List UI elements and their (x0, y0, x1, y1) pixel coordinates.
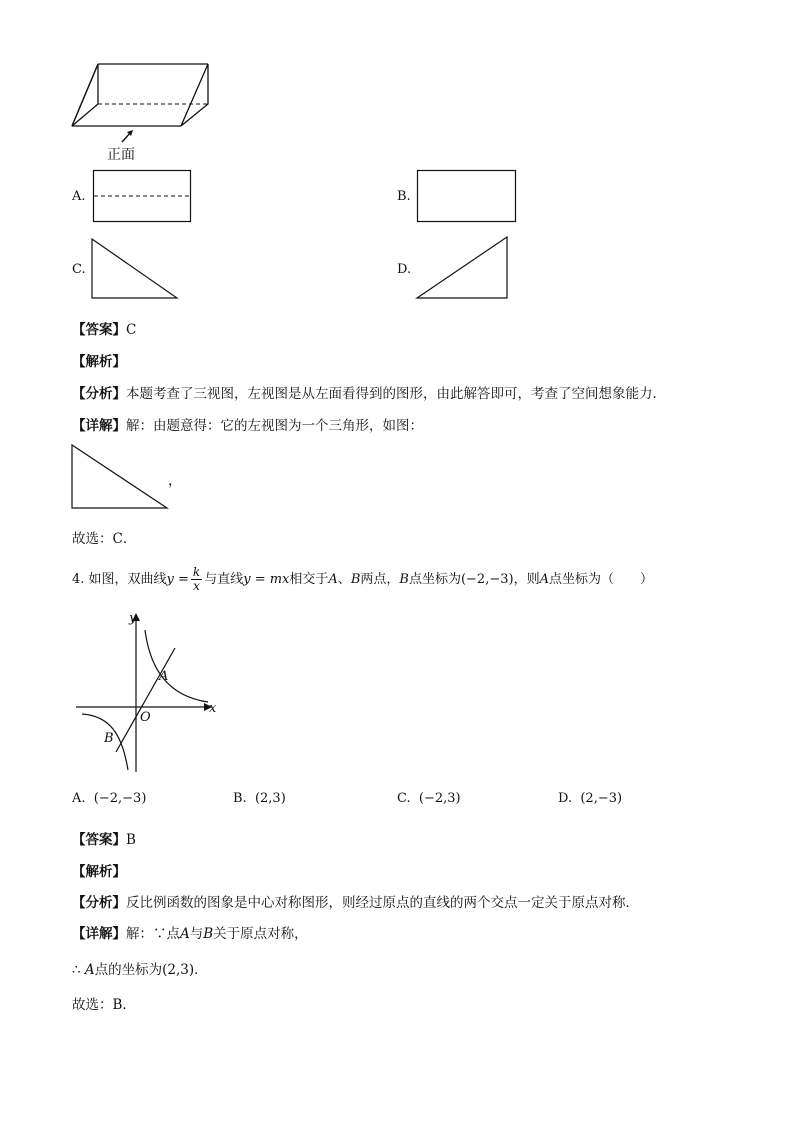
q3-option-a-figure (93, 170, 191, 222)
q4-option-b-label: B. (233, 791, 247, 806)
point-a-label: A (159, 669, 169, 684)
q4-detail-pre: 解： (126, 926, 153, 942)
q4-end-dot: ． (194, 962, 208, 978)
q4-analysis-line (72, 860, 126, 880)
q4-mid1: 与直线 (204, 572, 244, 587)
q4-therefore-line (72, 958, 208, 978)
q4-option-a-label: A. (72, 791, 86, 806)
q4-detail-a: A (180, 926, 190, 942)
q3-option-a-label: A. (72, 189, 86, 204)
q4-answer-tag: 【答案】 (72, 832, 126, 848)
q4-detail-mid2: 与 (189, 926, 204, 942)
q4-point-a: A (328, 572, 338, 587)
q4-eq1-lhs: y = (166, 572, 189, 587)
q4-therefore-a: A (84, 962, 95, 978)
q4-eq2: y = mx (243, 572, 290, 587)
q4-answer-value: B (126, 832, 136, 848)
prism-figure (66, 58, 216, 138)
q3-fenxi-tag: 【分析】 (72, 386, 126, 402)
q4-point-a2: A (539, 572, 549, 587)
hyperbola-branch-1 (145, 630, 208, 702)
q4-option-a-value: (−2,−3) (93, 791, 147, 806)
line-y-mx (116, 648, 175, 752)
q4-point-b: B (350, 572, 361, 587)
q3-option-b-figure (417, 170, 516, 222)
x-label: x (209, 701, 217, 716)
q4-fenxi-line (72, 891, 639, 911)
q4-option-b (233, 791, 286, 806)
q4-option-c-label: C. (397, 791, 411, 806)
q3-option-d-figure (416, 236, 510, 300)
prism-label: 正面 (107, 147, 135, 163)
q4-option-a (72, 791, 146, 806)
q3-answer-triangle-figure (71, 444, 171, 510)
q4-therefore-text: 点的坐标为 (94, 962, 163, 978)
q4-detail-mid1: 点 (166, 926, 180, 942)
y-label: y (129, 611, 137, 626)
q4-detail-mid3: 关于原点对称， (213, 926, 308, 942)
q4-mid3: 两点， (360, 572, 400, 587)
q4-detail-tag: 【详解】 (72, 926, 126, 942)
q4-option-d-label: D. (558, 791, 573, 806)
q4-sep: 、 (337, 572, 351, 587)
q4-mid2: 相交于 (289, 572, 329, 587)
q3-option-c-label: C. (72, 262, 86, 277)
q4-fraction (191, 566, 202, 593)
front-arrow-icon (118, 128, 138, 144)
q3-fenxi-text: 本题考查了三视图，左视图是从左面看得到的图形，由此解答即可，考查了空间想象能力． (126, 386, 666, 402)
therefore-symbol: ∴ (72, 962, 81, 978)
q4-point-b2: B (399, 572, 409, 587)
q4-choose-line: 故选：B． (72, 997, 136, 1013)
q3-analysis-tag: 【解析】 (72, 354, 126, 370)
q4-frac-den: x (193, 579, 200, 593)
q4-mid4: 点坐标为 (408, 572, 461, 587)
q4-option-b-value: (2,3) (254, 791, 286, 806)
because-symbol: ∵ (153, 926, 167, 942)
q3-option-c-figure (91, 238, 181, 300)
q3-detail-text: 解：由题意得：它的左视图为一个三角形，如图： (126, 418, 423, 434)
q4-coord-a: (2,3) (162, 962, 195, 978)
q4-option-d-value: (2,−3) (580, 791, 623, 806)
q4-detail-b: B (203, 926, 214, 942)
q4-fenxi-tag: 【分析】 (72, 895, 126, 911)
q3-detail-tag: 【详解】 (72, 418, 126, 434)
q4-analysis-tag: 【解析】 (72, 864, 126, 880)
q4-detail-line (72, 922, 308, 942)
point-b-label: B (104, 731, 114, 746)
q3-figure-comma: ， (168, 473, 182, 489)
q3-answer-value: C (126, 322, 137, 338)
q4-mid6: 点坐标为（ ） (548, 572, 653, 587)
q4-fenxi-text: 反比例函数的图象是中心对称图形，则经过原点的直线的两个交点一定关于原点对称． (126, 895, 639, 911)
q4-coord-b: (−2,−3) (460, 572, 514, 587)
q3-fenxi-line (72, 382, 666, 402)
q4-option-c (397, 791, 461, 806)
q3-answer-tag: 【答案】 (72, 322, 126, 338)
q4-frac-num: k (192, 565, 201, 579)
q3-option-b-label: B. (397, 189, 411, 204)
origin-label: O (140, 710, 151, 725)
q4-mid5: ，则 (513, 572, 540, 587)
q4-question-line (72, 566, 653, 593)
q4-prefix: 4. 如图，双曲线 (72, 572, 167, 587)
q4-option-d (558, 791, 622, 806)
q3-detail-line (72, 414, 423, 434)
q3-option-d-label: D. (397, 262, 412, 277)
q4-answer-line (72, 828, 136, 848)
q3-answer-line (72, 318, 136, 338)
q4-option-c-value: (−2,3) (418, 791, 461, 806)
q3-analysis-line (72, 350, 126, 370)
q3-choose-line: 故选：C． (72, 531, 137, 547)
q4-graph (72, 608, 222, 778)
